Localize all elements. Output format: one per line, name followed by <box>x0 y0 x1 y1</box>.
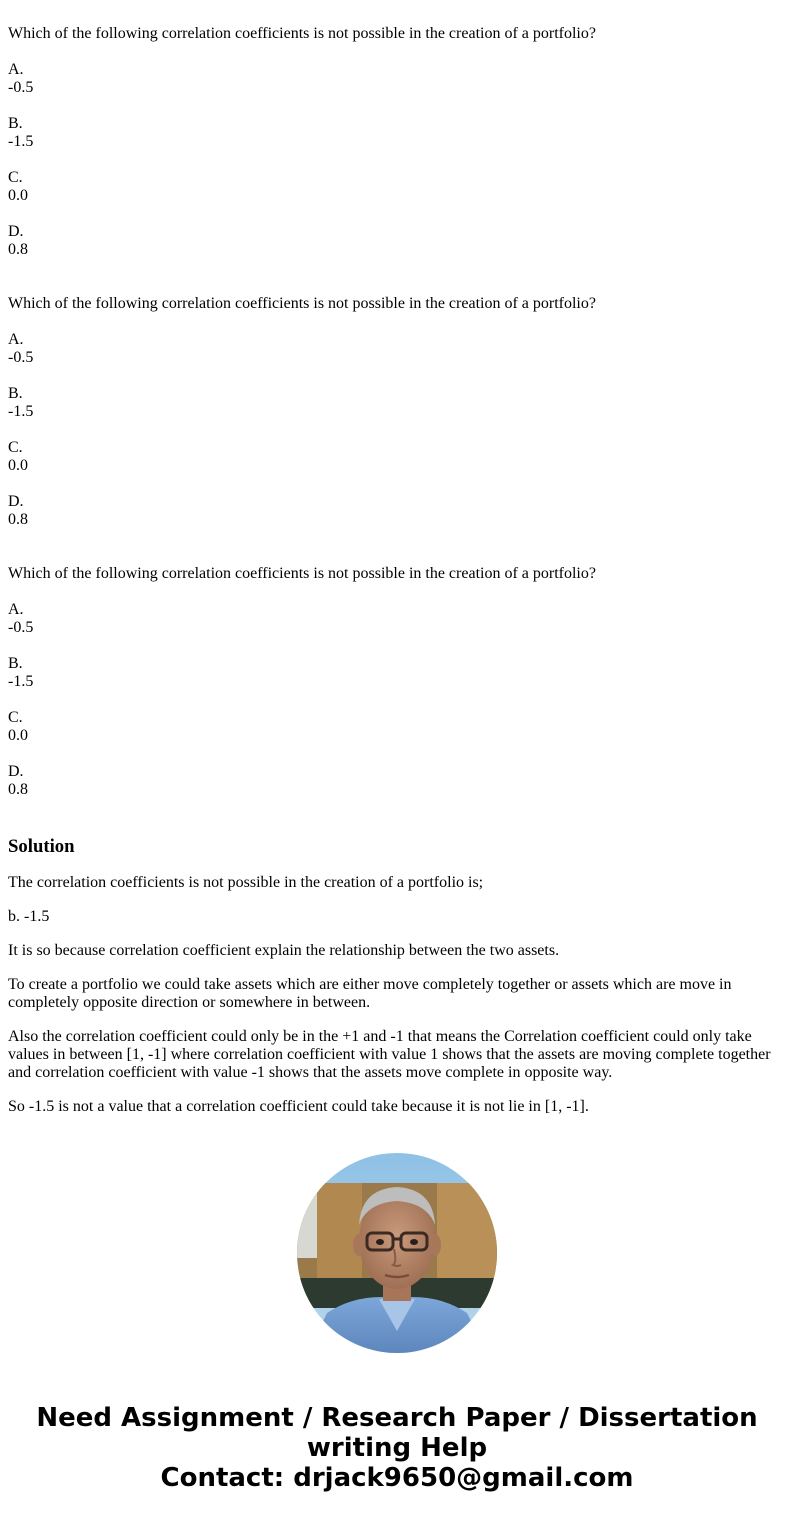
option-value: 0.8 <box>8 241 28 258</box>
option-letter: D. <box>8 763 24 780</box>
option-letter: B. <box>8 115 23 132</box>
spacer <box>8 259 786 295</box>
option-value: 0.8 <box>8 511 28 528</box>
option-letter: A. <box>8 61 24 78</box>
option-letter: C. <box>8 709 23 726</box>
option-letter: C. <box>8 169 23 186</box>
option-value: -1.5 <box>8 403 34 420</box>
question-block <box>8 295 786 529</box>
option-b <box>8 385 786 421</box>
option-value: -0.5 <box>8 79 34 96</box>
question-block <box>8 565 786 799</box>
option-letter: D. <box>8 493 24 510</box>
solution-answer: b. -1.5 <box>8 908 50 925</box>
option-a <box>8 61 786 97</box>
solution-paragraph: Also the correlation coefficient could only be in the +1 and -1 that means the Correlation coefficient could only take values in between [1, -1] where correlation coefficient with value 1 shows that the assets are moving complete together and correlation coefficient with value -1 shows that the assets move complete in opposite way. <box>8 1028 771 1081</box>
option-value: -0.5 <box>8 349 34 366</box>
option-b <box>8 115 786 151</box>
option-d <box>8 223 786 259</box>
question-text: Which of the following correlation coefficients is not possible in the creation of a portfolio? <box>8 25 596 42</box>
question-text: Which of the following correlation coefficients is not possible in the creation of a portfolio? <box>8 565 596 582</box>
option-letter: C. <box>8 439 23 456</box>
option-letter: B. <box>8 655 23 672</box>
option-value: 0.0 <box>8 187 28 204</box>
option-letter: A. <box>8 331 24 348</box>
option-value: 0.0 <box>8 457 28 474</box>
question-text: Which of the following correlation coefficients is not possible in the creation of a portfolio? <box>8 295 596 312</box>
option-value: -1.5 <box>8 133 34 150</box>
solution-title: Solution <box>8 836 75 857</box>
option-a <box>8 601 786 637</box>
promo-line-1: Need Assignment / Research Paper / Dissertation writing Help <box>36 1403 758 1463</box>
option-letter: D. <box>8 223 24 240</box>
solution-section <box>8 836 786 1116</box>
option-value: 0.8 <box>8 781 28 798</box>
option-d <box>8 763 786 799</box>
spacer <box>8 799 786 836</box>
solution-paragraph: The correlation coefficients is not possible in the creation of a portfolio is; <box>8 874 484 891</box>
option-c <box>8 439 786 475</box>
option-value: -0.5 <box>8 619 34 636</box>
option-b <box>8 655 786 691</box>
option-value: 0.0 <box>8 727 28 744</box>
author-photo <box>297 1153 497 1353</box>
option-c <box>8 169 786 205</box>
spacer <box>8 529 786 565</box>
option-d <box>8 493 786 529</box>
question-block <box>8 25 786 259</box>
page-content <box>8 25 786 1116</box>
option-letter: A. <box>8 601 24 618</box>
solution-paragraph: So -1.5 is not a value that a correlation coefficient could take because it is not lie in [1, -1]. <box>8 1098 589 1115</box>
promo-contact: Contact: drjack9650@gmail.com <box>160 1463 634 1493</box>
solution-paragraph: To create a portfolio we could take assets which are either move completely together or assets which are move in completely opposite direction or somewhere in between. <box>8 976 732 1011</box>
promo-banner <box>0 1403 794 1493</box>
option-value: -1.5 <box>8 673 34 690</box>
option-c <box>8 709 786 745</box>
option-a <box>8 331 786 367</box>
solution-paragraph: It is so because correlation coefficient explain the relationship between the two assets. <box>8 942 560 959</box>
option-letter: B. <box>8 385 23 402</box>
